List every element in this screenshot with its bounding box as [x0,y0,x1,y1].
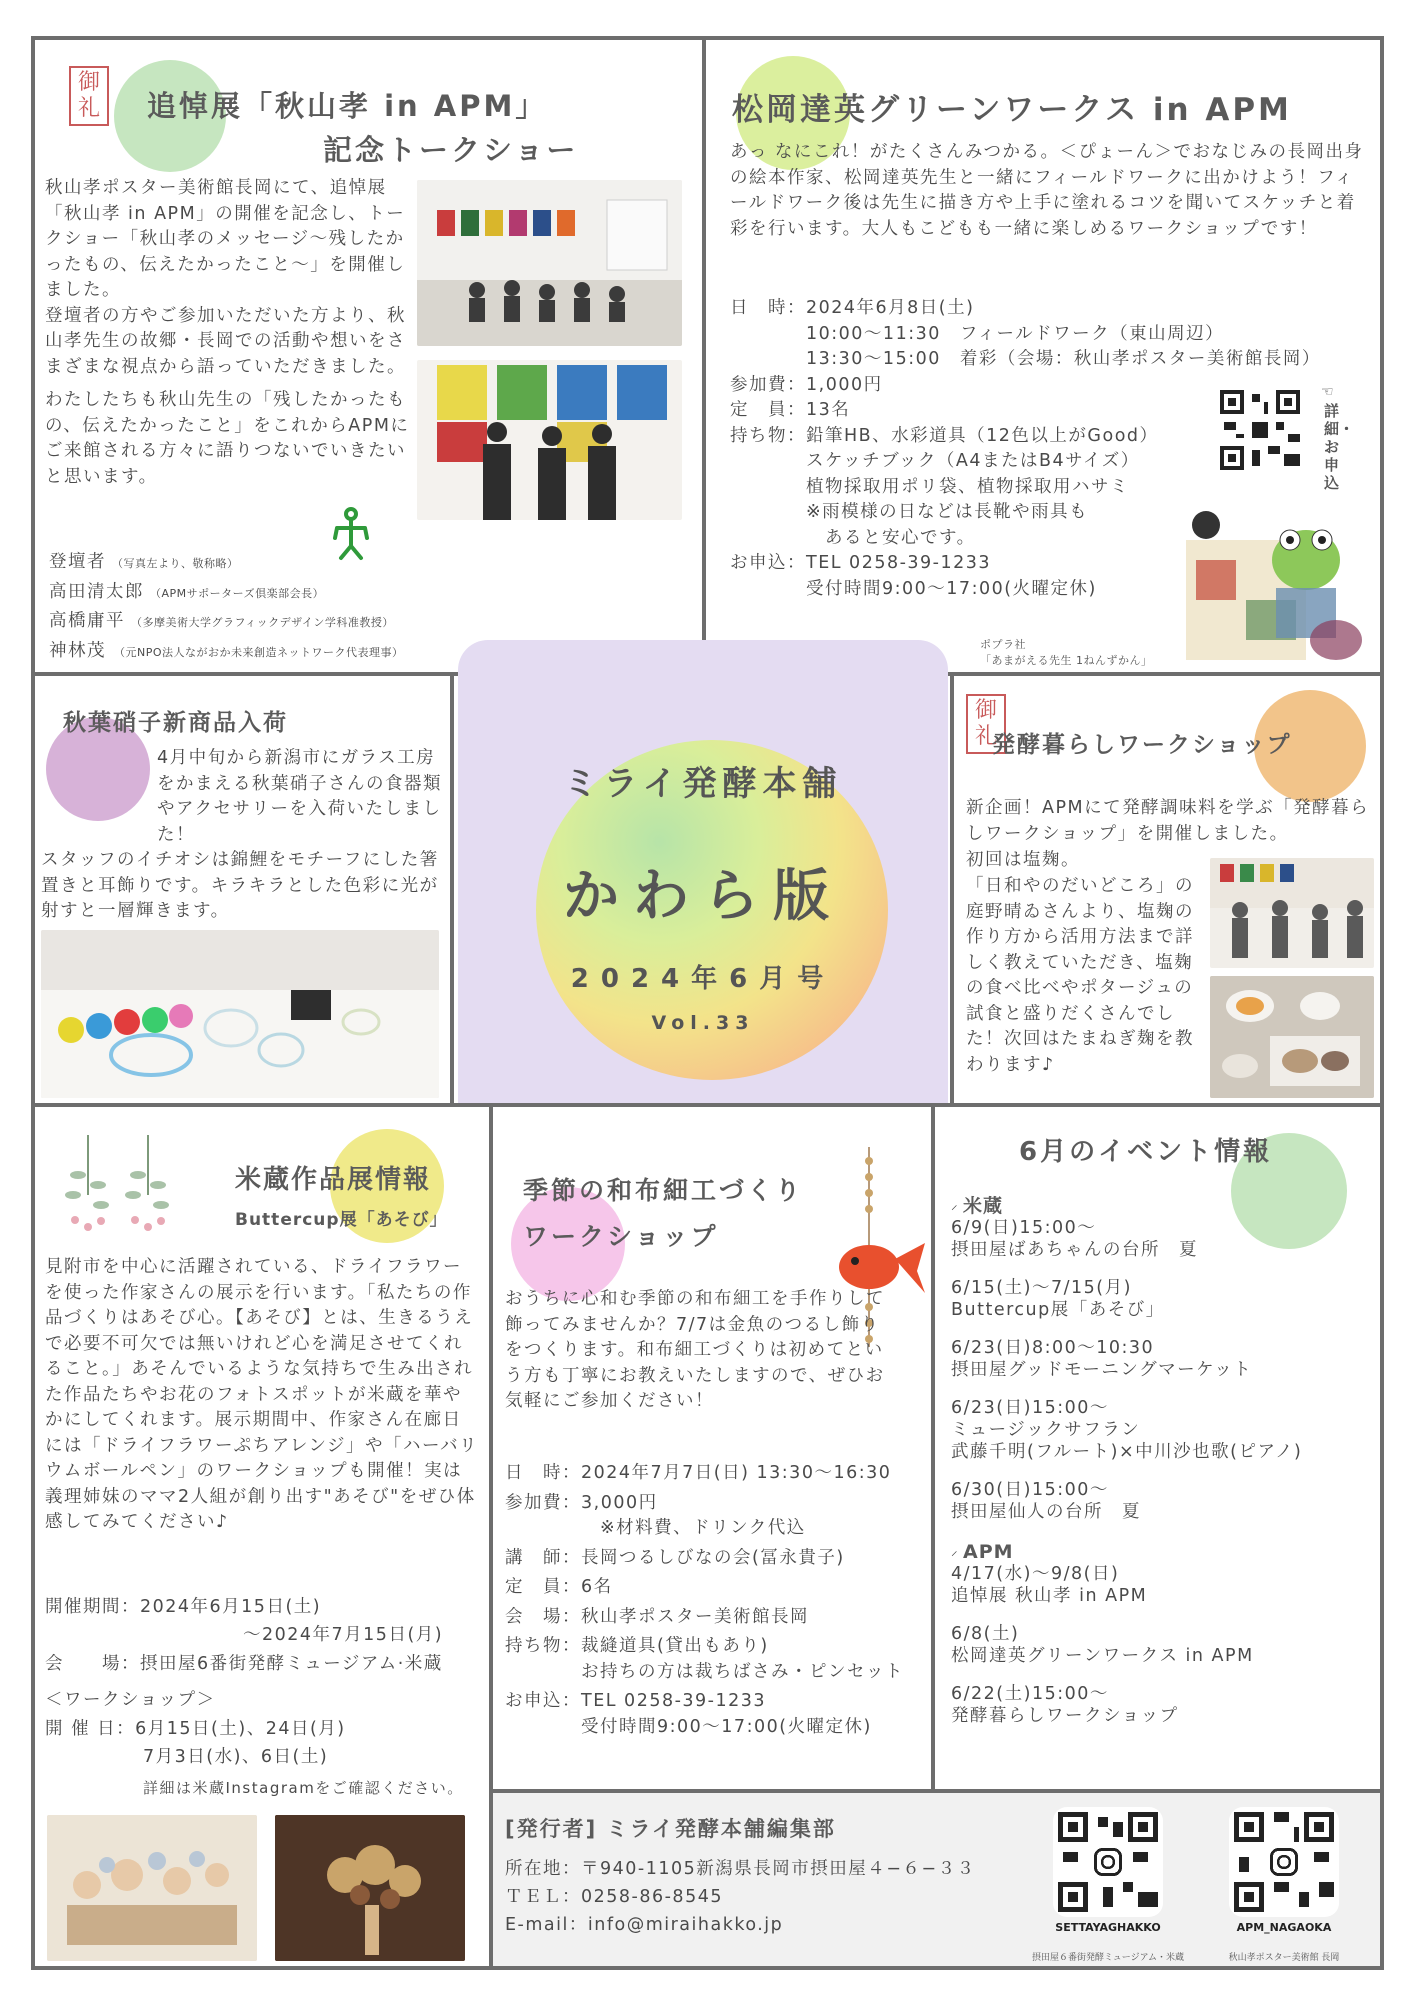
event-name: ミュージックサフラン [951,1420,1141,1440]
flag-icon: ⸝ [951,1198,959,1213]
detail-value: お持ちの方は裁ちばさみ・ピンセット [581,1661,904,1682]
event-name: 発酵暮らしワークショップ [951,1706,1179,1726]
detail-value: ※材料費、ドリンク代込 [581,1518,806,1538]
detail-value: TEL 0258-39-1233 [806,553,992,573]
detail-label: 日 時： [505,1463,581,1483]
address-value: 〒940-1105新潟県長岡市摂田屋４−６−３３ [581,1859,976,1879]
event-item [951,1563,1381,1607]
speaker-name: 神林茂 [49,640,106,661]
detail-value: 受付時間9:00～17:00(火曜定休) [581,1716,872,1737]
speakers-photo-illustration [417,360,682,520]
speakers-photo [417,360,682,520]
event-date: 6/30(日)15:00～ [951,1480,1109,1500]
address-label: 所在地： [505,1859,581,1879]
food-photo [1210,976,1374,1098]
masthead-shop-name: ミライ発酵本舗 [563,764,843,804]
event-name-detail: 武藤千明(フルート)×中川沙也歌(ピアノ) [951,1442,1303,1462]
detail-value: 1,000円 [806,374,883,395]
speaker-name: 高田清太郎 [49,581,144,602]
event-item [951,1479,1381,1523]
qr-caption: 摂田屋６番街発酵ミュージアム・米蔵 [1031,1953,1184,1963]
speaker-name: 高橋庸平 [49,611,125,631]
paragraph: 新企画！APMにて発酵調味料を学ぶ「発酵暮らしワークショップ」を開催しました。 [966,798,1370,844]
speaker-role: （多摩美術大学グラフィックデザイン学科准教授） [131,616,394,629]
event-item [951,1683,1381,1727]
detail-value: 6名 [581,1577,613,1597]
detail-value: ～2024年7月15日(月) [243,1624,444,1645]
detail-label: 参加費： [730,374,806,395]
speakers-label: 登壇者 [49,552,106,572]
workshop-photo [1210,858,1374,968]
detail-label: 定 員： [730,400,806,420]
event-name: 追悼展 秋山孝 in APM [951,1586,1148,1606]
dried-flower-icon [53,1135,183,1245]
tel-label: ＴＥＬ： [505,1887,581,1907]
event-item [951,1277,1381,1321]
detail-row [730,296,1370,373]
contact-info [505,1855,1025,1939]
masthead-box [458,640,948,1154]
event-date: 6/22(土)15:00～ [951,1684,1109,1704]
detail-label: 開催期間： [45,1597,140,1617]
detail-value: 2024年7月7日(日) 13:30～16:30 [581,1463,892,1483]
exhibition-details [45,1595,485,1802]
detail-value: 2024年6月15日(土) [140,1597,322,1617]
section-title-line2: 記念トークショー [323,133,579,167]
detail-label: 会 場： [45,1654,140,1674]
detail-value: あると安心です。 [806,527,976,548]
section-subtitle: Buttercup展「あそび」 [235,1210,448,1230]
event-date: 6/23(日)8:00～10:30 [951,1338,1155,1358]
detail-value: 13名 [806,400,851,420]
article-body [45,176,417,490]
detail-value: 鉛筆HB、水彩道具（12色以上がGood） [806,425,1159,446]
paragraph: 秋山孝ポスター美術館長岡にて、追悼展「秋山孝 in APM」の開催を記念し、トークショー「秋山孝のメッセージ～残したかったもの、伝えたかったこと～」を開催しました。 [45,178,406,300]
workshop-heading: ＜ワークショップ＞ [45,1689,216,1710]
detail-value: TEL 0258-39-1233 [581,1691,767,1711]
qr-caption: 秋山孝ポスター美術館 長岡 [1228,1953,1340,1963]
instagram-qr-apm[interactable] [1229,1807,1339,1917]
event-date: 6/8(土) [951,1624,1020,1644]
event-item [951,1217,1381,1261]
paragraph: 登壇者の方やご参加いただいた方より、秋山孝先生の故郷・長岡での活動や想いをさまざまな視点から語っていただきました。 [45,305,406,377]
event-name: 摂田屋仙人の台所 夏 [951,1502,1141,1522]
event-details [505,1461,935,1740]
section-fabric-craft-workshop [489,1103,935,1793]
intro-text: あっ なにこれ！がたくさんみつかる。＜ぴょーん＞でおなじみの長岡出身の絵本作家、松岡達英先生と一緒にフィールドワークに出かけよう！フィールドワーク後は先生に描き方や上手に塗れるコツを聞いてスケッチと着彩を行います。大人もこどもも一緒に楽しめるワークショップです！ [730,142,1364,239]
paragraph: スタッフのイチオシは錦鯉をモチーフにした箸置きと耳飾りです。キラキラとした色彩に光が射すと一層輝きます。 [41,850,439,921]
paragraph: わたしたちも秋山先生の「残したかったもの、伝えたかったこと」をこれからAPMにご来館される方々に語りつないでいきたいと思います。 [45,390,410,487]
detail-label: 持ち物： [730,425,806,446]
event-date: 6/9(日)15:00～ [951,1218,1097,1238]
publisher-name: [発行者] ミライ発酵本舗編集部 [505,1817,836,1841]
section-title: 6月のイベント情報 [1019,1137,1273,1167]
section-title: 発酵暮らしワークショップ [992,732,1292,758]
gallery-photo [417,180,682,346]
thanks-stamp: 御礼 [966,694,1006,754]
section-komegura-exhibition [31,1103,493,1970]
event-name: 摂田屋グッドモーニングマーケット [951,1360,1253,1380]
venue-heading: APM [963,1541,1014,1563]
detail-label: 開 催 日： [45,1719,136,1739]
frog-illustration [1176,500,1366,670]
detail-value: 受付時間9:00～17:00(火曜定休) [806,578,1097,599]
event-name: 摂田屋ばあちゃんの台所 夏 [951,1240,1198,1260]
paragraph: 「日和やのだいどころ」の庭野晴ゐさんより、塩麹の作り方から活用方法まで詳しく教えていただき、塩麹の食べ比べやポタージュの試食と盛りだくさんでした！次回はたまねぎ麹を教わります♪ [966,876,1194,1075]
section-title-line2: ワークショップ [523,1222,719,1251]
event-item [951,1397,1381,1463]
section-title: 秋葉硝子新商品入荷 [63,710,288,736]
flower-photo [47,1815,257,1961]
detail-value: 13:30～15:00 着彩（会場：秋山孝ポスター美術館長岡） [806,349,1321,369]
detail-value: 裁縫道具(貸出もあり) [581,1636,769,1656]
detail-value: スケッチブック（A4またはB4サイズ） [806,451,1140,471]
detail-value: 秋山孝ポスター美術館長岡 [581,1606,809,1627]
book-credit [980,636,1153,668]
detail-label: 定 員： [505,1577,581,1597]
tel-value: 0258-86-8545 [581,1887,723,1907]
detail-label: 参加費： [505,1492,581,1513]
detail-value: 摂田屋6番街発酵ミュージアム·米蔵 [140,1654,443,1674]
instagram-note: 詳細は米蔵Instagramをご確認ください。 [143,1779,464,1797]
section-title: 松岡達英グリーンワークス in APM [732,92,1292,128]
email-link[interactable]: info@miraihakko.jp [587,1915,784,1935]
qr-label: APM_NAGAOKA [1236,1921,1332,1934]
detail-value: 植物採取用ポリ袋、植物採取用ハサミ [806,476,1129,497]
detail-label: お申込： [730,553,806,573]
detail-label: 日 時： [730,298,806,318]
detail-label: 講 師： [505,1547,581,1568]
article-body: 見附市を中心に活躍されている、ドライフラワーを使った作家さんの展示を行います。「私たちの作品づくりはあそび心。【あそび】とは、生きるうえで必要不可欠では無いけれど心を満足させてくれること。」あそんでいるような気持ちで生み出された作品たちやお花のフォトスポットが米蔵を華やかにしてくれます。展示期間中、作家さん在廊日には「ドライフラワーぷちアレンジ」や「ハーバリウムボールペン」のワークショップも開催！実は義理姉妹のママ2人組が創り出す"あそび"をぜひ体感してみてください♪ [45,1257,479,1532]
events-list [951,1195,1381,1727]
detail-value: 7月3日(水)、6日(土) [143,1746,329,1767]
detail-label: お申込： [505,1691,581,1711]
gallery-photo-illustration [417,180,682,346]
masthead-issue: 2024年6月号 [570,964,836,994]
paragraph: 初回は塩麹。 [966,850,1080,870]
detail-value: 長岡つるしびなの会(冨永貴子) [581,1547,845,1568]
section-fermentation-workshop [950,672,1384,1107]
pointing-hand-icon: ☜ [1321,384,1334,400]
section-memorial-talkshow [31,36,706,676]
glassware-photo [41,930,439,1098]
detail-label: 持ち物： [505,1636,581,1656]
credit-book: 「あまがえる先生 1ねんずかん」 [980,654,1153,667]
event-date: 6/15(土)～7/15(月) [951,1278,1132,1298]
paragraph: 4月中旬から新潟市にガラス工房をかまえる秋葉硝子さんの食器類やアクセサリーを入荷いたしました！ [157,748,442,845]
event-date: 4/17(水)～9/8(日) [951,1564,1120,1584]
qr-note: 詳細・お申込 [1324,402,1355,492]
email-label: E-mail： [505,1915,588,1935]
section-title: 追悼展「秋山孝 in APM」 [147,89,548,123]
masthead-volume: Vol.33 [651,1012,755,1034]
event-name: Buttercup展「あそび」 [951,1300,1165,1320]
apply-qr-code[interactable] [1216,386,1304,474]
bouquet-photo [275,1815,465,1961]
section-june-events [931,1103,1384,1793]
thanks-stamp: 御礼 [69,66,109,126]
masthead-edition: かわら版 [563,864,843,929]
section-green-works [702,36,1384,676]
detail-value: ※雨模様の日などは長靴や雨具も [806,502,1089,522]
speaker-role: （元NPO法人ながおか未来創造ネットワーク代表理事） [114,645,404,659]
detail-value: 3,000円 [581,1492,658,1513]
article-body: おうちに心和む季節の和布細工を手作りして飾ってみませんか？7/7は金魚のつるし飾りをつくります。和布細工づくりは初めてという方も丁寧にお教えいたしますので、ぜひお気軽にご参加ください！ [505,1289,885,1411]
event-name: 松岡達英グリーンワークス in APM [951,1646,1254,1666]
event-item [951,1337,1381,1381]
qr-label: SETTAYAGHAKKO [1055,1921,1161,1934]
venue-heading: 米蔵 [963,1195,1004,1217]
event-item [951,1623,1381,1667]
speaker-role: （APMサポーターズ倶楽部会長） [150,586,325,600]
detail-value: 10:00～11:30 フィールドワーク（東山周辺） [806,323,1225,344]
instagram-qr-settaya[interactable] [1053,1807,1163,1917]
speakers-note: （写真左より、敬称略） [112,557,239,570]
detail-label: 会 場： [505,1606,581,1627]
event-date: 6/23(日)15:00～ [951,1398,1109,1418]
detail-value: 6月15日(土)、24日(月) [135,1719,346,1739]
section-glass-arrivals [31,672,454,1107]
credit-publisher: ポプラ社 [980,638,1026,651]
publisher-footer [489,1789,1384,1970]
section-title: 季節の和布細工づくり [523,1176,804,1205]
flag-icon: ⸝ [951,1544,959,1559]
section-title: 米蔵作品展情報 [235,1165,432,1195]
detail-value: 2024年6月8日(土) [806,298,975,318]
